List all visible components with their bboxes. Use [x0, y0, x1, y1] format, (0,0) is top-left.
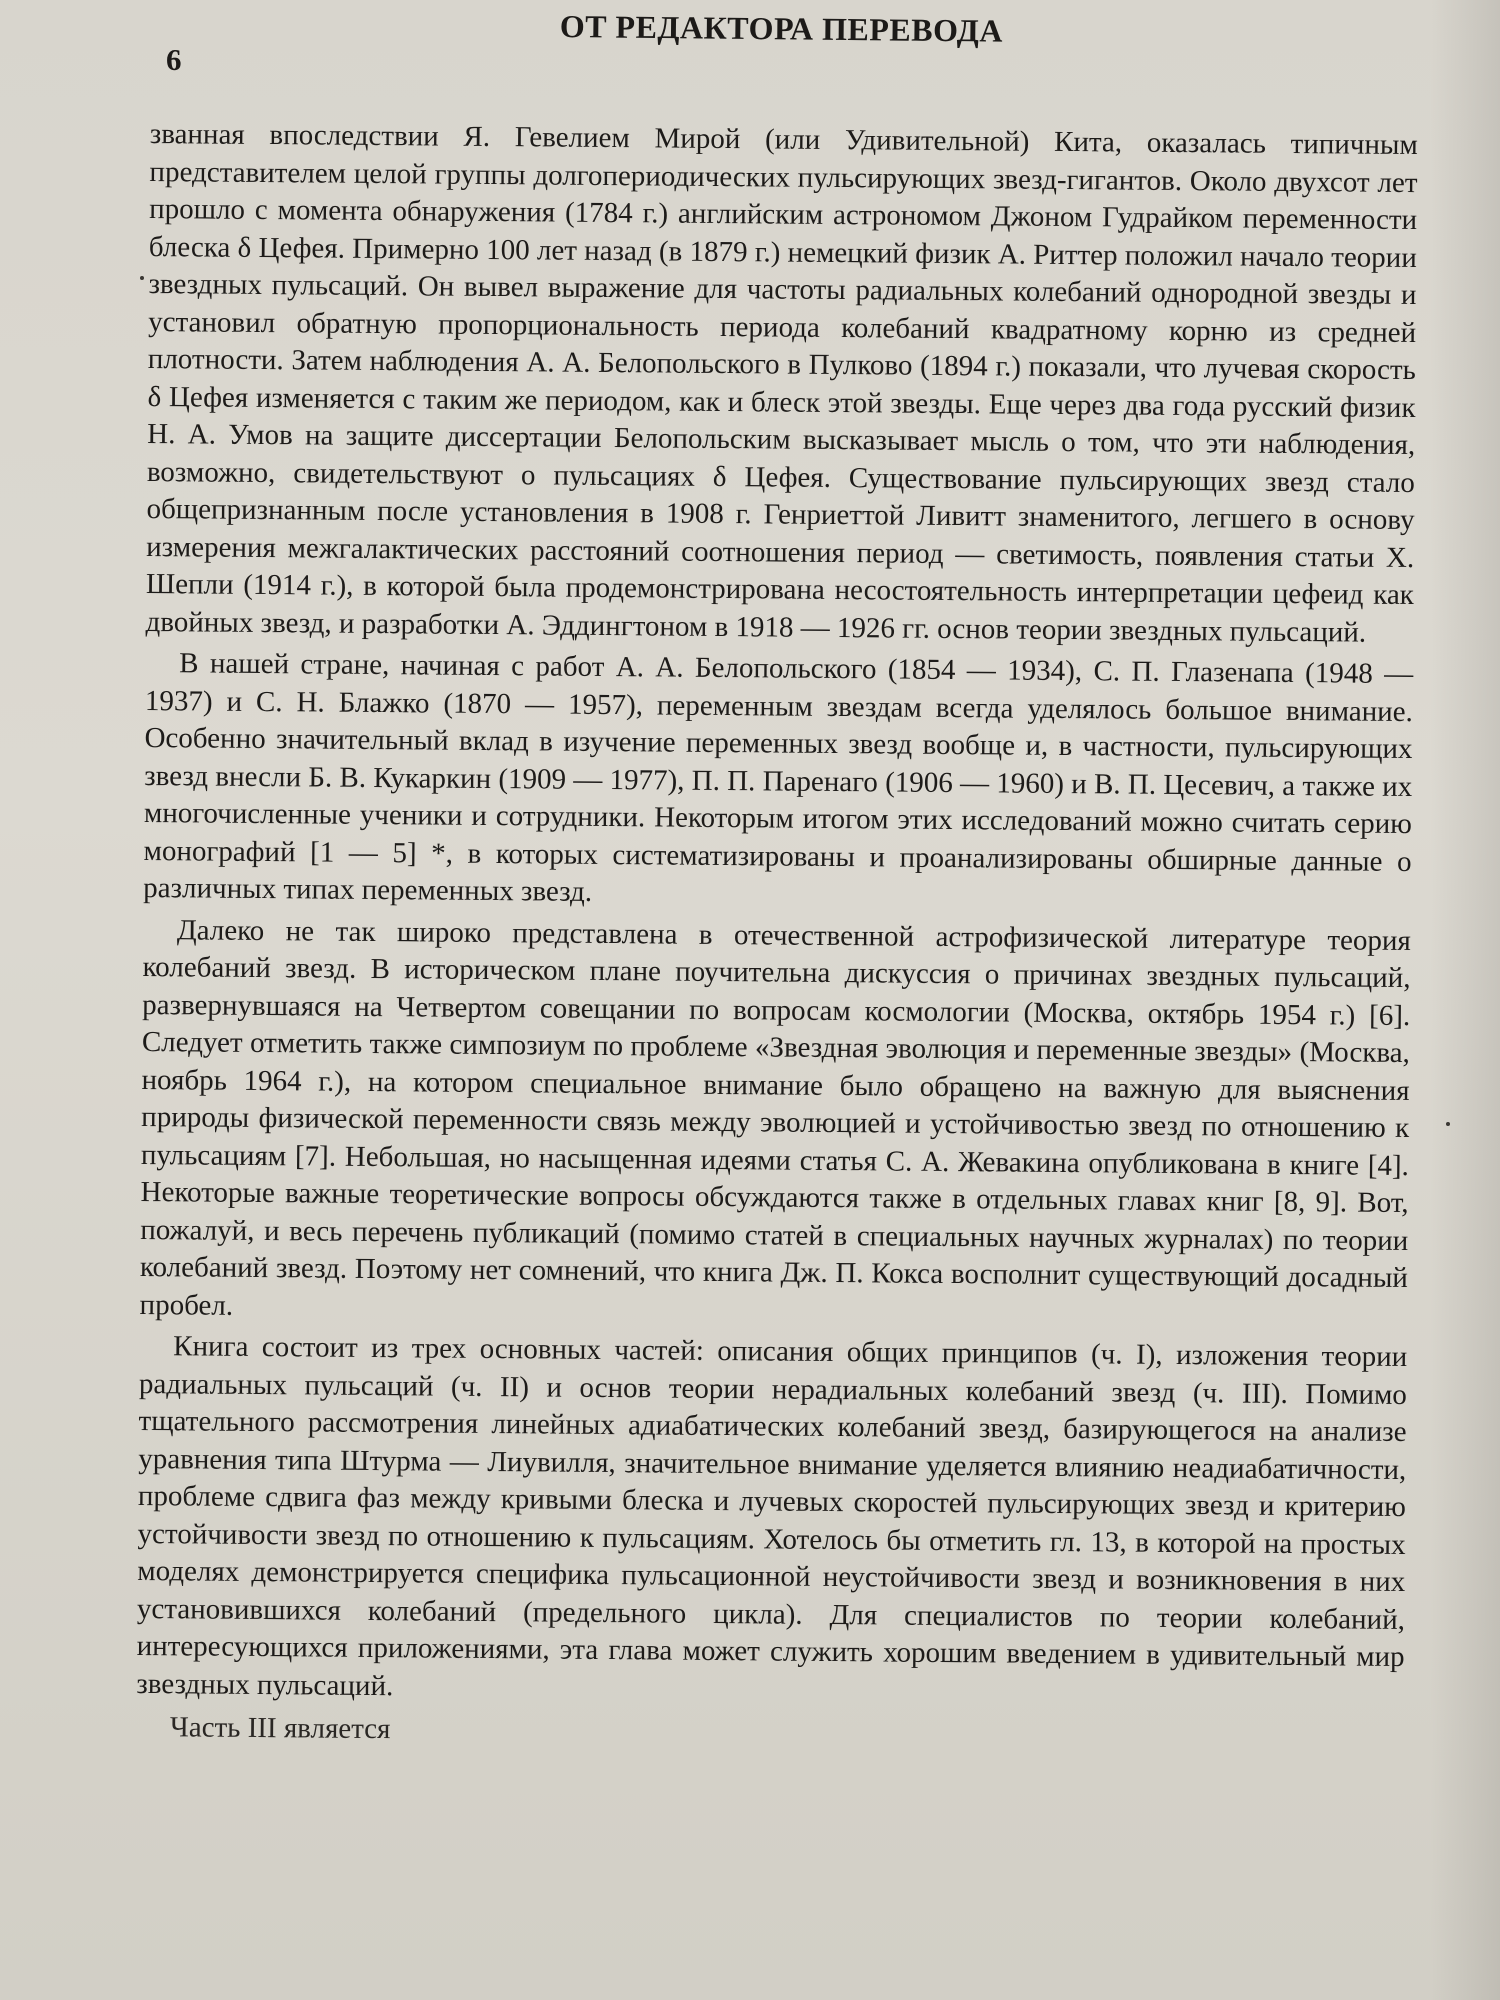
paragraph-4: Книга состоит из трех основных частей: описания общих принципов (ч. I), изложения теории радиальных пульсаций (ч. II) и основ теории нерадиальных колебаний звезд (ч. III). Помимо тщательного рассмотрения линейных адиабатических колебаний звезд, базирующегося на анализе уравнения типа Штурма — Лиувилля, значительное внимание уделяется влиянию неадиабатичности, проблеме сдвига фаз между кривыми блеска и лучевых скоростей пульсирующих звезд и критерию устойчивости звезд по отношению к пульсациям. Хотелось бы отметить гл. 13, в которой на простых моделях демонстрируется специфика пульсационной неустойчивости звезд и возникновения в них установившихся колебаний (предельного цикла). Для специалистов по теории колебаний, интересующихся приложениями, эта глава может служить хорошим введением в удивительный мир звездных пульсаций.: [136, 1330, 1408, 1702]
paragraph-3: Далеко не так широко представлена в отечественной астрофизической литературе теория колебаний звезд. В историческом плане поучительна дискуссия о причинах звездных пульсаций, развернувшаяся на Четвертом совещании по вопросам космологии (Москва, октябрь 1954 г.) [6]. Следует отметить также симпозиум по проблеме «Звездная эволюция и переменные звезды» (Москва, ноябрь 1964 г.), на котором специальное внимание было обращено на важную для выяснения природы физической переменности связь между эволюцией и устойчивостью звезд по отношению к пульсациям [7]. Небольшая, но насыщенная идеями статья С. А. Жевакина опубликована в книге [4]. Некоторые важные теоретические вопросы обсуждаются также в отдельных главах книг [8, 9]. Вот, пожалуй, и весь перечень публикаций (помимо статей в специальных научных журналах) по теории колебаний звезд. Поэтому нет сомнений, что книга Дж. П. Кокса восполнит существующий досадный пробел.: [139, 913, 1411, 1322]
paragraph-1: званная впоследствии Я. Гевелием Мирой (или Удивительной) Кита, оказалась типичным представителем целой группы долгопериодических пульсирующих звезд-гигантов. Около двухсот лет прошло с момента обнаружения (1784 г.) английским астрономом Джоном Гудрайком переменности блеска δ Цефея. Примерно 100 лет назад (в 1879 г.) немецкий физик А. Риттер положил начало теории звездных пульсаций. Он вывел выражение для частоты радиальных колебаний однородной звезды и установил обратную пропорциональность периода колебаний квадратному корню из средней плотности. Затем наблюдения А. А. Белопольского в Пулково (1894 г.) показали, что лучевая скорость δ Цефея изменяется с таким же периодом, как и блеск этой звезды. Еще через два года русский физик Н. А. Умов на защите диссертации Белопольским высказывает мысль о том, что эти наблюдения, возможно, свидетельствуют о пульсациях δ Цефея. Существование пульсирующих звезд стало общепризнанным после установления в 1908 г. Генриеттой Ливитт знаменитого, легшего в основу измерения межгалактических расстояний соотношения период — светимость, появления статьи Х. Шепли (1914 г.), в которой была продемонстрирована несостоятельность интерпретации цефеид как двойных звезд, и разработки А. Эддингтоном в 1918 — 1926 гг. основ теории звездных пульсаций.: [145, 117, 1418, 649]
page-curve-shadow: [1430, 0, 1500, 2000]
ink-speck: [1446, 1122, 1450, 1126]
paragraph-2: В нашей стране, начиная с работ А. А. Белопольского (1854 — 1934), С. П. Глазенапа (1948 — 1937) и С. Н. Блажко (1870 — 1957), переменным звездам всегда уделялось большое внимание. Особенно значительный вклад в изучение переменных звезд вообще и, в частности, пульсирующих звезд внесли Б. В. Кукаркин (1909 — 1977), П. П. Паренаго (1906 — 1960) и В. П. Цесевич, а также их многочисленные ученики и сотрудники. Некоторым итогом этих исследований можно считать серию монографий [1 — 5] *, в которых систематизированы и проанализированы обширные данные о различных типах переменных звезд.: [143, 647, 1414, 908]
paragraph-5-cutoff: Часть III является: [169, 1711, 391, 1746]
running-title: ОТ РЕДАКТОРА ПЕРЕВОДА: [559, 8, 1004, 49]
body-text: [136, 116, 1418, 1758]
page-number: 6: [166, 42, 182, 77]
ink-speck: [140, 276, 144, 280]
